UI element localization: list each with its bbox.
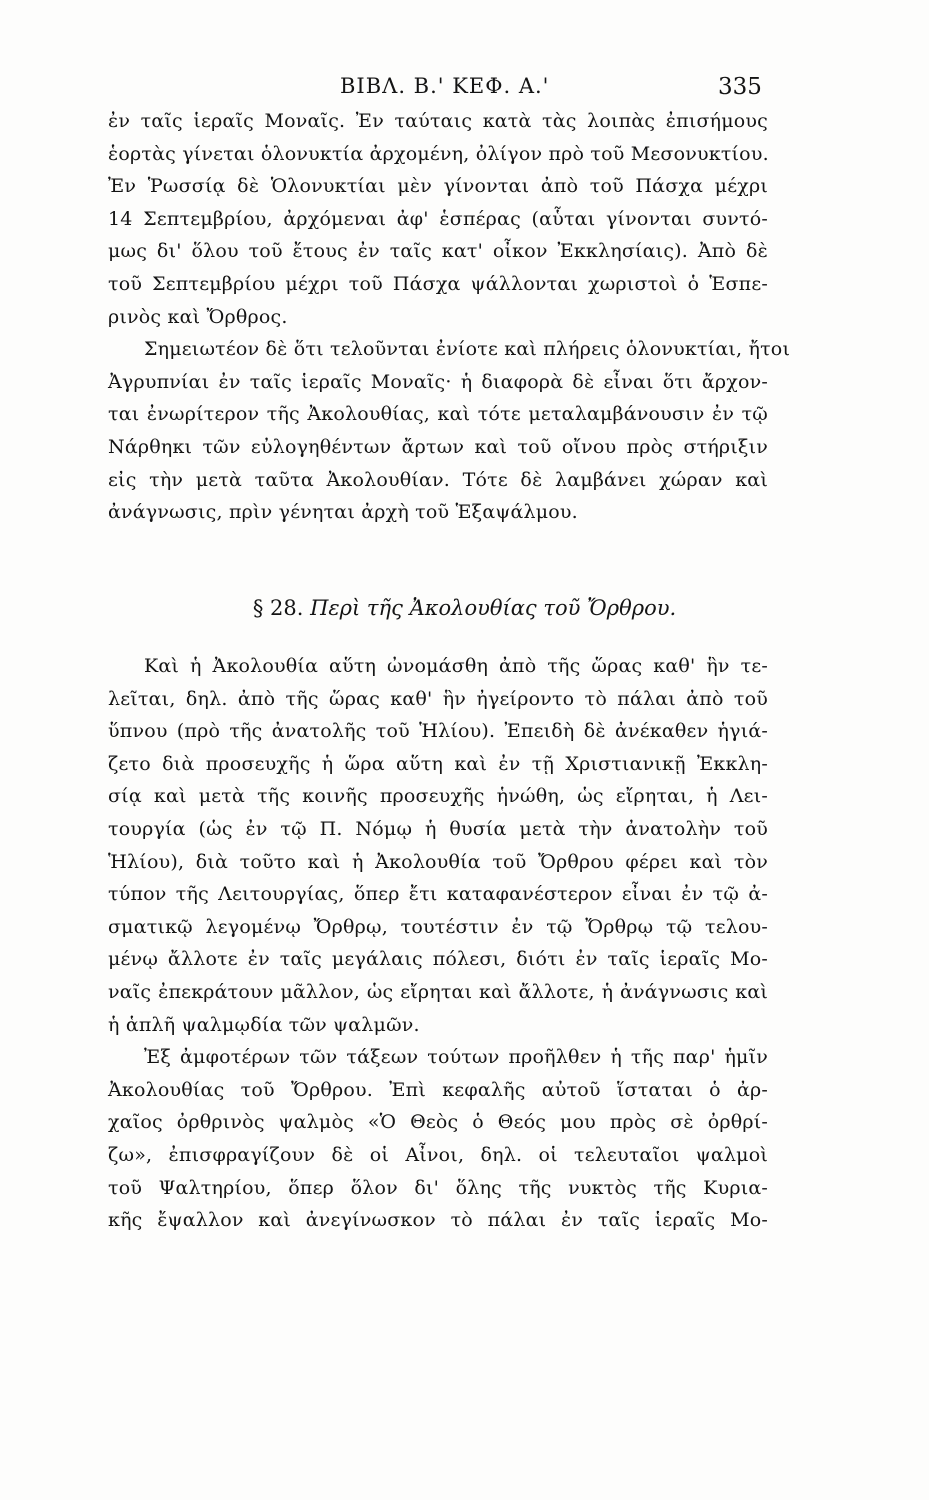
running-head xyxy=(0,70,929,110)
text-line: εἰς τὴν μετὰ ταῦτα Ἀκολουθίαν. Τότε δὲ λαμβάνει χώραν καὶ xyxy=(108,468,768,491)
text-line: τουργία (ὡς ἐν τῷ Π. Νόμῳ ἡ θυσία μετὰ τὴν ἀνατολὴν τοῦ xyxy=(108,817,768,840)
page-number: 335 xyxy=(718,74,762,100)
text-line: ἡ ἁπλῆ ψαλμῳδία τῶν ψαλμῶν. xyxy=(108,1013,420,1036)
text-line: κῆς ἔψαλλον καὶ ἀνεγίνωσκον τὸ πάλαι ἐν ταῖς ἱεραῖς Μο- xyxy=(108,1209,768,1232)
paragraph-first-line: Ἐξ ἀμφοτέρων τῶν τάξεων τούτων προῆλθεν ἡ τῆς παρ' ἡμῖν xyxy=(144,1046,768,1069)
text-line: Ἀκολουθίας τοῦ Ὄρθρου. Ἐπὶ κεφαλῆς αὐτοῦ ἵσταται ὁ ἀρ- xyxy=(108,1078,768,1101)
text-line: τοῦ Ψαλτηρίου, ὅπερ ὅλον δι' ὅλης τῆς νυκτὸς τῆς Κυρια- xyxy=(108,1176,768,1199)
paragraph-first-line: Σημειωτέον δὲ ὅτι τελοῦνται ἐνίοτε καὶ πλήρεις ὁλονυκτίαι, ἤτοι xyxy=(144,338,791,361)
text-line: ρινὸς καὶ Ὄρθρος. xyxy=(108,305,288,328)
text-line: σίᾳ καὶ μετὰ τῆς κοινῆς προσευχῆς ἡνώθη, ὡς εἴρηται, ἡ Λει- xyxy=(108,785,768,808)
text-line: σματικῷ λεγομένῳ Ὄρθρῳ, τουτέστιν ἐν τῷ Ὄρθρῳ τῷ τελου- xyxy=(108,915,768,938)
text-line: ναῖς ἐπεκράτουν μᾶλλον, ὡς εἴρηται καὶ ἄλλοτε, ἡ ἀνάγνωσις καὶ xyxy=(108,980,768,1003)
text-line: μως δι' ὅλου τοῦ ἔτους ἐν ταῖς κατ' οἶκον Ἐκκλησίαις). Ἀπὸ δὲ xyxy=(108,240,768,263)
text-line: τύπον τῆς Λειτουργίας, ὅπερ ἔτι καταφανέστερον εἶναι ἐν τῷ ἀ- xyxy=(108,883,768,906)
text-line: Ἐν Ῥωσσίᾳ δὲ Ὁλονυκτίαι μὲν γίνονται ἀπὸ τοῦ Πάσχα μέχρι xyxy=(108,175,768,198)
text-line: Ἡλίου), διὰ τοῦτο καὶ ἡ Ἀκολουθία τοῦ Ὄρθρου φέρει καὶ τὸν xyxy=(108,850,768,873)
text-line: μένῳ ἄλλοτε ἐν ταῖς μεγάλαις πόλεσι, διότι ἐν ταῖς ἱεραῖς Μο- xyxy=(108,948,768,971)
text-line: ζετο διὰ προσευχῆς ἡ ὥρα αὕτη καὶ ἐν τῇ Χριστιανικῇ Ἐκκλη- xyxy=(108,752,768,775)
text-line: Ἀγρυπνίαι ἐν ταῖς ἱεραῖς Μοναῖς· ἡ διαφορὰ δὲ εἶναι ὅτι ἄρχον- xyxy=(108,370,768,393)
text-block-intro xyxy=(108,105,791,529)
paragraph-first-line: Καὶ ἡ Ἀκολουθία αὕτη ὠνομάσθη ἀπὸ τῆς ὥρας καθ' ἣν τε- xyxy=(144,655,768,677)
section-heading xyxy=(0,590,929,626)
text-line: ται ἐνωρίτερον τῆς Ἀκολουθίας, καὶ τότε μεταλαμβάνουσιν ἐν τῷ xyxy=(108,403,768,426)
text-line: ἑορτὰς γίνεται ὁλονυκτία ἀρχομένη, ὀλίγον πρὸ τοῦ Μεσονυκτίου. xyxy=(108,142,769,165)
text-line: ἀνάγνωσις, πρὶν γένηται ἀρχὴ τοῦ Ἑξαψάλμου. xyxy=(108,501,578,524)
text-line: τοῦ Σεπτεμβρίου μέχρι τοῦ Πάσχα ψάλλονται χωριστοὶ ὁ Ἑσπε- xyxy=(108,272,768,295)
text-line: λεῖται, δηλ. ἀπὸ τῆς ὥρας καθ' ἣν ἠγείροντο τὸ πάλαι ἀπὸ τοῦ xyxy=(108,687,768,710)
text-line: 14 Σεπτεμβρίου, ἀρχόμεναι ἀφ' ἑσπέρας (αὗται γίνονται συντό- xyxy=(108,207,768,230)
running-title: ΒΙΒΛ. Β.' ΚΕΦ. Α.' xyxy=(340,74,550,98)
text-line: ἐν ταῖς ἱεραῖς Μοναῖς. Ἐν ταύταις κατὰ τὰς λοιπὰς ἐπισήμους xyxy=(108,110,768,132)
text-line: χαῖος ὀρθρινὸς ψαλμὸς «Ὁ Θεὸς ὁ Θεός μου πρὸς σὲ ὀρθρί- xyxy=(108,1111,768,1134)
text-line: ζω», ἐπισφραγίζουν δὲ οἱ Αἶνοι, δηλ. οἱ τελευταῖοι ψαλμοὶ xyxy=(108,1143,768,1166)
section-title: Περὶ τῆς Ἀκολουθίας τοῦ Ὄρθρου. xyxy=(310,596,677,620)
text-block-section-28 xyxy=(108,650,768,1237)
text-line: Νάρθηκι τῶν εὐλογηθέντων ἄρτων καὶ τοῦ οἴνου πρὸς στήριξιν xyxy=(108,435,768,458)
section-number: § 28. xyxy=(252,596,304,620)
text-line: ὕπνου (πρὸ τῆς ἀνατολῆς τοῦ Ἡλίου). Ἐπειδὴ δὲ ἀνέκαθεν ἡγιά- xyxy=(108,720,768,743)
